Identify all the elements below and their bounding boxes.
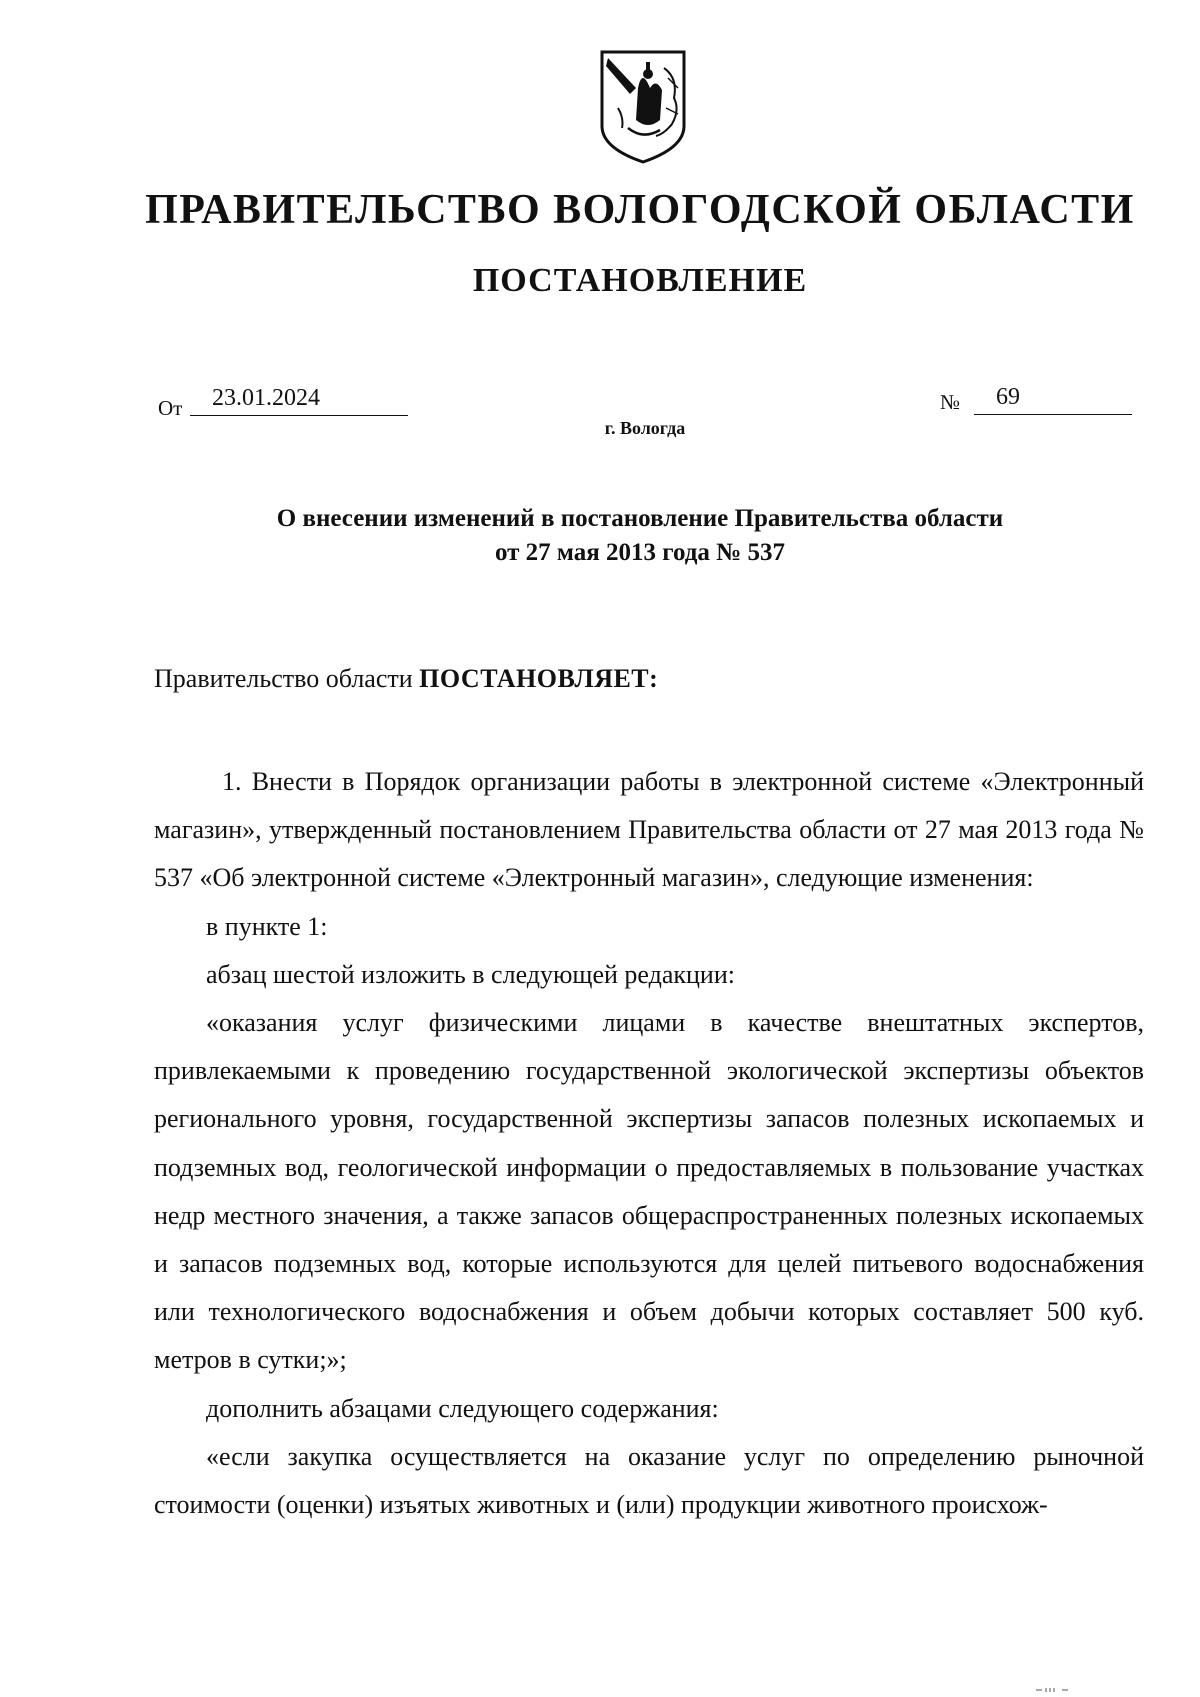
- preamble: [154, 664, 658, 694]
- document-type: ПОСТАНОВЛЕНИЕ: [472, 262, 808, 299]
- city-name: г. Вологда: [604, 418, 686, 438]
- organization-title: ПРАВИТЕЛЬСТВО ВОЛОГОДСКОЙ ОБЛАСТИ: [145, 187, 1135, 233]
- subject-line: О внесении изменений в постановление Правительства области: [276, 505, 1004, 532]
- scan-artifact-mark: [1036, 1686, 1074, 1692]
- document-number: 69: [974, 383, 1132, 415]
- number-prefix: №: [940, 390, 961, 414]
- body-paragraph: «оказания услуг физическими лицами в качестве внештатных экспертов, привлекаемыми к проведению государственной экологической экспертизы объектов регионального уровня, государственной экспертизы запасов полезных ископаемых и подземных вод, геологической информации о предоставляемых в пользование участках недр местного значения, а также запасов общераспространенных полезных ископаемых и запасов подземных вод, которые используются для целей питьевого водоснабжения или технологического водоснабжения и объем добычи которых составляет 500 куб. метров в сутки;»;: [154, 1008, 1144, 1375]
- document-body: [154, 758, 1144, 1529]
- body-paragraph: абзац шестой изложить в следующей редакции:: [206, 959, 735, 989]
- body-paragraph: дополнить абзацами следующего содержания:: [206, 1393, 719, 1423]
- body-paragraph: 1. Внести в Порядок организации работы в электронной системе «Электронный магазин», утвержденный постановлением Правительства области от 27 мая 2013 года № 537 «Об электронной системе «Электронный магазин», следующие изменения:: [154, 767, 1144, 893]
- preamble-text: Правительство области: [154, 664, 420, 693]
- subject-line: от 27 мая 2013 года № 537: [494, 539, 786, 566]
- coat-of-arms-icon: [598, 48, 688, 166]
- preamble-decree-word: ПОСТАНОВЛЯЕТ:: [419, 664, 659, 693]
- date-prefix: От: [158, 396, 183, 420]
- document-subject: [120, 502, 1160, 570]
- body-paragraph: «если закупка осуществляется на оказание услуг по определению рыночной стоимости (оценки) изъятых животных и (или) продукции животного происхож-: [154, 1441, 1144, 1520]
- body-paragraph: в пункте 1:: [206, 911, 328, 941]
- document-date: 23.01.2024: [190, 384, 408, 416]
